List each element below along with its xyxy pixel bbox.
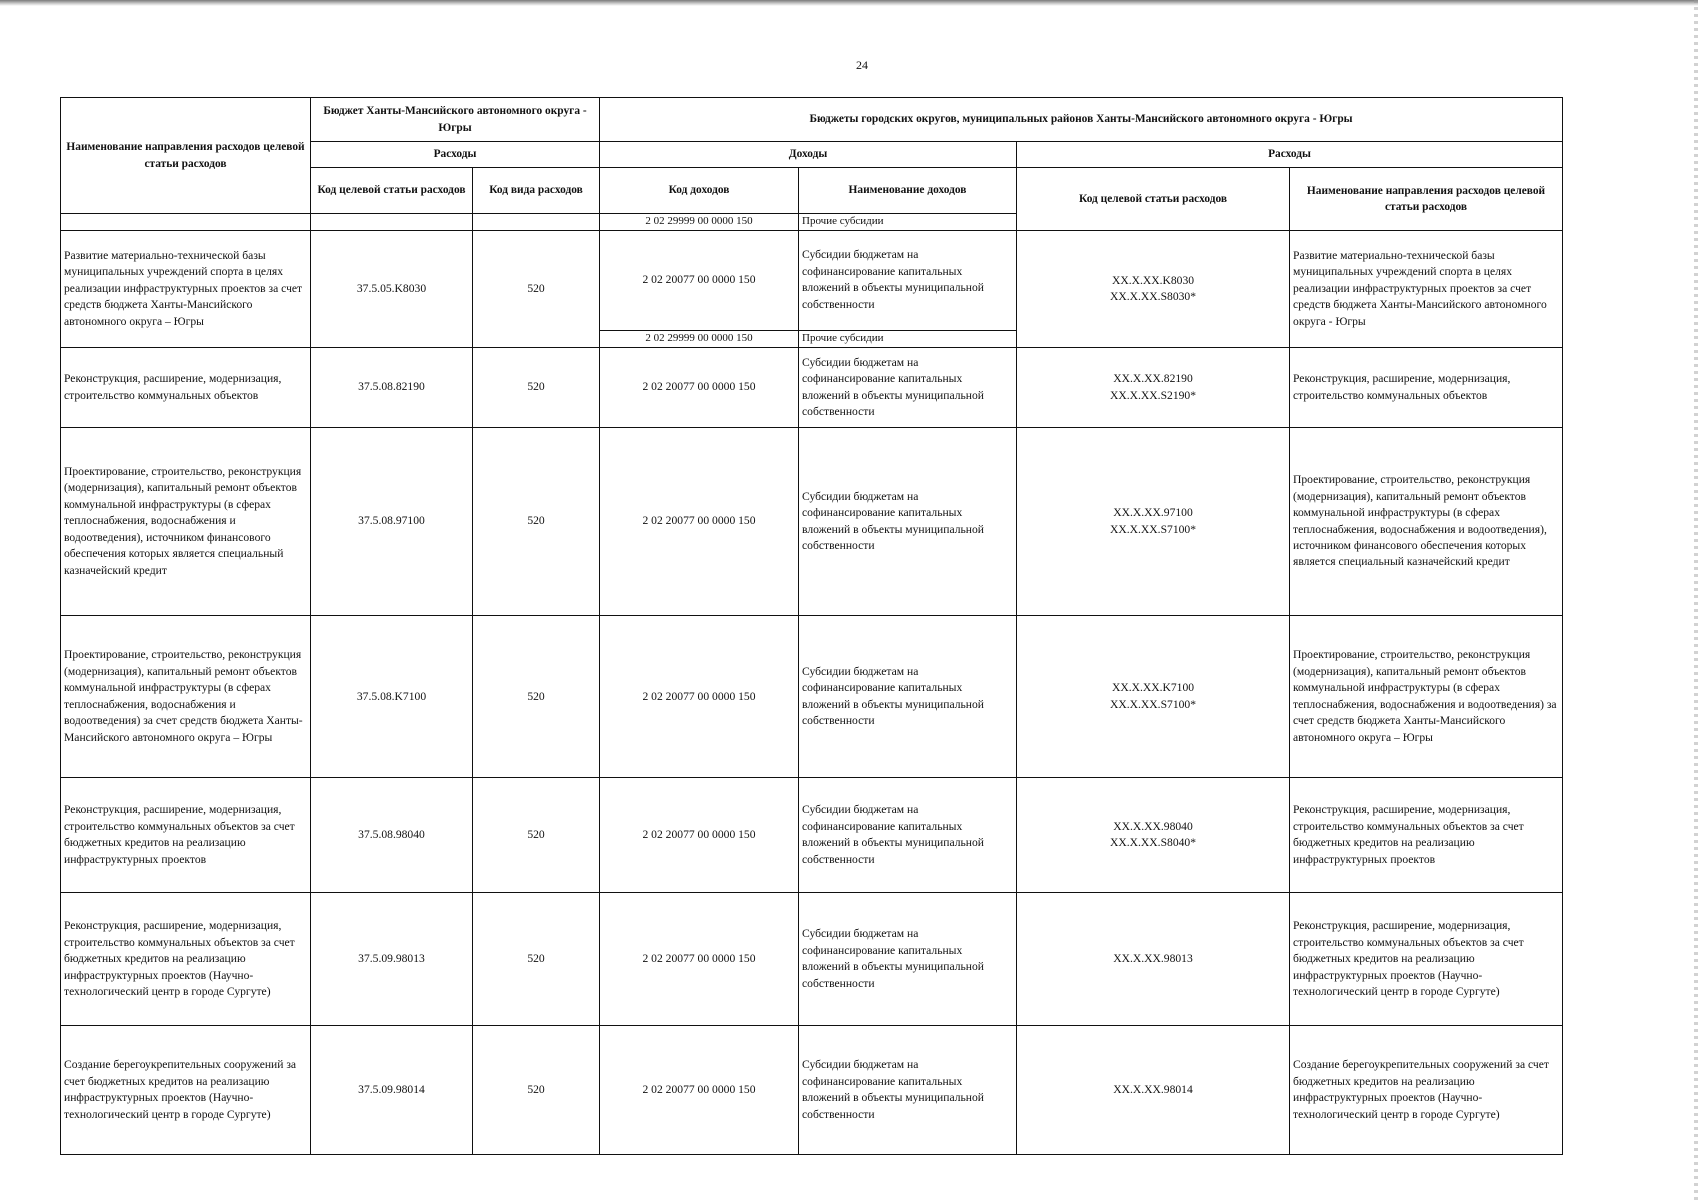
header-empty-cell [61,214,311,231]
header-okrug-expenses: Расходы [311,142,600,168]
mun-code-primary: XX.X.XX.98013 [1113,952,1193,966]
table-row [61,778,1563,893]
row-mun-direction: Реконструкция, расширение, модернизация, строительство коммунальных объектов [1290,348,1563,428]
row-income-code: 2 02 20077 00 0000 150 [600,778,799,893]
row-direction-name: Проектирование, строительство, реконструкция (модернизация), капитальный ремонт объектов коммунальной инфраструктуры (в сферах теплоснабжения, водоснабжения и водоотведения) за счет средств бюджета Ханты-Мансийского автономного округа – Югры [61,616,311,778]
row-target-code: 37.5.08.98040 [311,778,473,893]
scan-top-edge [0,0,1698,6]
mun-code-primary: XX.X.XX.98014 [1113,1082,1193,1096]
row-income-name: Субсидии бюджетам на софинансирование капитальных вложений в объекты муниципальной собственности [799,1026,1017,1155]
pre-row-income-name: Прочие субсидии [799,214,1017,231]
row-mun-target-code [1017,616,1290,778]
mun-code-primary: XX.X.XX.97100 [1113,506,1193,520]
row-type-code: 520 [473,778,600,893]
row-income-code: 2 02 20077 00 0000 150 [600,348,799,428]
budget-table [60,97,1563,1155]
row-income-code: 2 02 20077 00 0000 150 [600,427,799,615]
header-direction-name: Наименование направления расходов целевой статьи расходов [61,98,311,214]
row-income-code: 2 02 20077 00 0000 150 [600,230,799,330]
table-header [61,98,1563,231]
mun-code-secondary: XX.X.XX.S7100* [1110,522,1197,536]
row-mun-target-code [1017,778,1290,893]
row-type-code: 520 [473,893,600,1026]
row-target-code: 37.5.08.K7100 [311,616,473,778]
row-target-code: 37.5.09.98013 [311,893,473,1026]
header-target-code: Код целевой статьи расходов [311,168,473,214]
row-direction-name: Реконструкция, расширение, модернизация, строительство коммунальных объектов [61,348,311,428]
pre-row-income-code: 2 02 29999 00 0000 150 [600,214,799,231]
row-type-code: 520 [473,230,600,348]
row-income-name: Субсидии бюджетам на софинансирование капитальных вложений в объекты муниципальной собственности [799,427,1017,615]
row-direction-name: Проектирование, строительство, реконструкция (модернизация), капитальный ремонт объектов коммунальной инфраструктуры (в сферах теплоснабжения, водоснабжения и водоотведения), источником финансового обеспечения которых является специальный казначейский кредит [61,427,311,615]
row-target-code: 37.5.08.82190 [311,348,473,428]
row-mun-direction: Создание берегоукрепительных сооружений за счет бюджетных кредитов на реализацию инфраструктурных проектов (Научно-технологический центр в городе Сургуте) [1290,1026,1563,1155]
table-row [61,893,1563,1026]
row-income-name: Субсидии бюджетам на софинансирование капитальных вложений в объекты муниципальной собственности [799,348,1017,428]
row-income-name: Субсидии бюджетам на софинансирование капитальных вложений в объекты муниципальной собственности [799,230,1017,330]
row-target-code: 37.5.08.97100 [311,427,473,615]
header-type-code: Код вида расходов [473,168,600,214]
row-mun-direction: Проектирование, строительство, реконструкция (модернизация), капитальный ремонт объектов коммунальной инфраструктуры (в сферах теплоснабжения, водоснабжения и водоотведения), источником финансового обеспечения которых является специальный казначейский кредит [1290,427,1563,615]
mun-code-primary: XX.X.XX.82190 [1113,372,1193,386]
row-mun-target-code [1017,230,1290,348]
row-type-code: 520 [473,427,600,615]
row-mun-direction: Реконструкция, расширение, модернизация, строительство коммунальных объектов за счет бюджетных кредитов на реализацию инфраструктурных проектов (Научно-технологический центр в городе Сургуте) [1290,893,1563,1026]
row-direction-name: Реконструкция, расширение, модернизация, строительство коммунальных объектов за счет бюджетных кредитов на реализацию инфраструктурных проектов [61,778,311,893]
row-direction-name: Создание берегоукрепительных сооружений за счет бюджетных кредитов на реализацию инфраструктурных проектов (Научно-технологический центр в городе Сургуте) [61,1026,311,1155]
row-mun-direction: Проектирование, строительство, реконструкция (модернизация), капитальный ремонт объектов коммунальной инфраструктуры (в сферах теплоснабжения, водоснабжения и водоотведения) за счет средств бюджета Ханты-Мансийского автономного округа – Югры [1290,616,1563,778]
row-income-code: 2 02 29999 00 0000 150 [600,331,799,348]
mun-code-primary: XX.X.XX.K7100 [1111,681,1195,695]
row-income-name: Субсидии бюджетам на софинансирование капитальных вложений в объекты муниципальной собственности [799,778,1017,893]
row-target-code: 37.5.05.K8030 [311,230,473,348]
row-income-code: 2 02 20077 00 0000 150 [600,1026,799,1155]
table-row [61,230,1563,330]
row-type-code: 520 [473,616,600,778]
row-type-code: 520 [473,348,600,428]
row-mun-target-code [1017,1026,1290,1155]
table-row [61,348,1563,428]
row-target-code: 37.5.09.98014 [311,1026,473,1155]
header-empty-cell [473,214,600,231]
row-income-code: 2 02 20077 00 0000 150 [600,893,799,1026]
header-municipal-budgets: Бюджеты городских округов, муниципальных районов Ханты-Мансийского автономного округа - Югры [600,98,1563,142]
row-direction-name: Развитие материально-технической базы муниципальных учреждений спорта в целях реализации инфраструктурных проектов за счет средств бюджета Ханты-Мансийского автономного округа – Югры [61,230,311,348]
table-row [61,616,1563,778]
mun-code-secondary: XX.X.XX.S8040* [1110,836,1197,850]
mun-code-secondary: XX.X.XX.S7100* [1110,697,1197,711]
row-mun-target-code [1017,427,1290,615]
header-empty-cell [311,214,473,231]
row-type-code: 520 [473,1026,600,1155]
row-direction-name: Реконструкция, расширение, модернизация, строительство коммунальных объектов за счет бюджетных кредитов на реализацию инфраструктурных проектов (Научно-технологический центр в городе Сургуте) [61,893,311,1026]
mun-code-primary: XX.X.XX.K8030 [1111,273,1195,287]
header-income-name: Наименование доходов [799,168,1017,214]
row-mun-target-code [1017,348,1290,428]
row-mun-direction: Реконструкция, расширение, модернизация, строительство коммунальных объектов за счет бюджетных кредитов на реализацию инфраструктурных проектов [1290,778,1563,893]
row-income-code: 2 02 20077 00 0000 150 [600,616,799,778]
row-mun-target-code [1017,893,1290,1026]
scan-right-edge [1694,0,1698,1200]
table-row [61,1026,1563,1155]
header-okrug-budget: Бюджет Ханты-Мансийского автономного округа - Югры [311,98,600,142]
table-row [61,427,1563,615]
mun-code-secondary: XX.X.XX.S2190* [1110,388,1197,402]
row-income-name: Субсидии бюджетам на софинансирование капитальных вложений в объекты муниципальной собственности [799,616,1017,778]
page-number: 24 [856,58,868,72]
header-municipal-expenses: Расходы [1017,142,1563,168]
mun-code-primary: XX.X.XX.98040 [1113,819,1193,833]
header-mun-direction: Наименование направления расходов целевой статьи расходов [1290,168,1563,231]
row-income-name: Прочие субсидии [799,331,1017,348]
header-income-code: Код доходов [600,168,799,214]
row-mun-direction: Развитие материально-технической базы муниципальных учреждений спорта в целях реализации инфраструктурных проектов за счет средств бюджета Ханты-Мансийского автономного округа - Югры [1290,230,1563,348]
row-income-name: Субсидии бюджетам на софинансирование капитальных вложений в объекты муниципальной собственности [799,893,1017,1026]
header-mun-target-code: Код целевой статьи расходов [1017,168,1290,231]
header-income: Доходы [600,142,1017,168]
table-body [61,230,1563,1154]
mun-code-secondary: XX.X.XX.S8030* [1110,290,1197,303]
